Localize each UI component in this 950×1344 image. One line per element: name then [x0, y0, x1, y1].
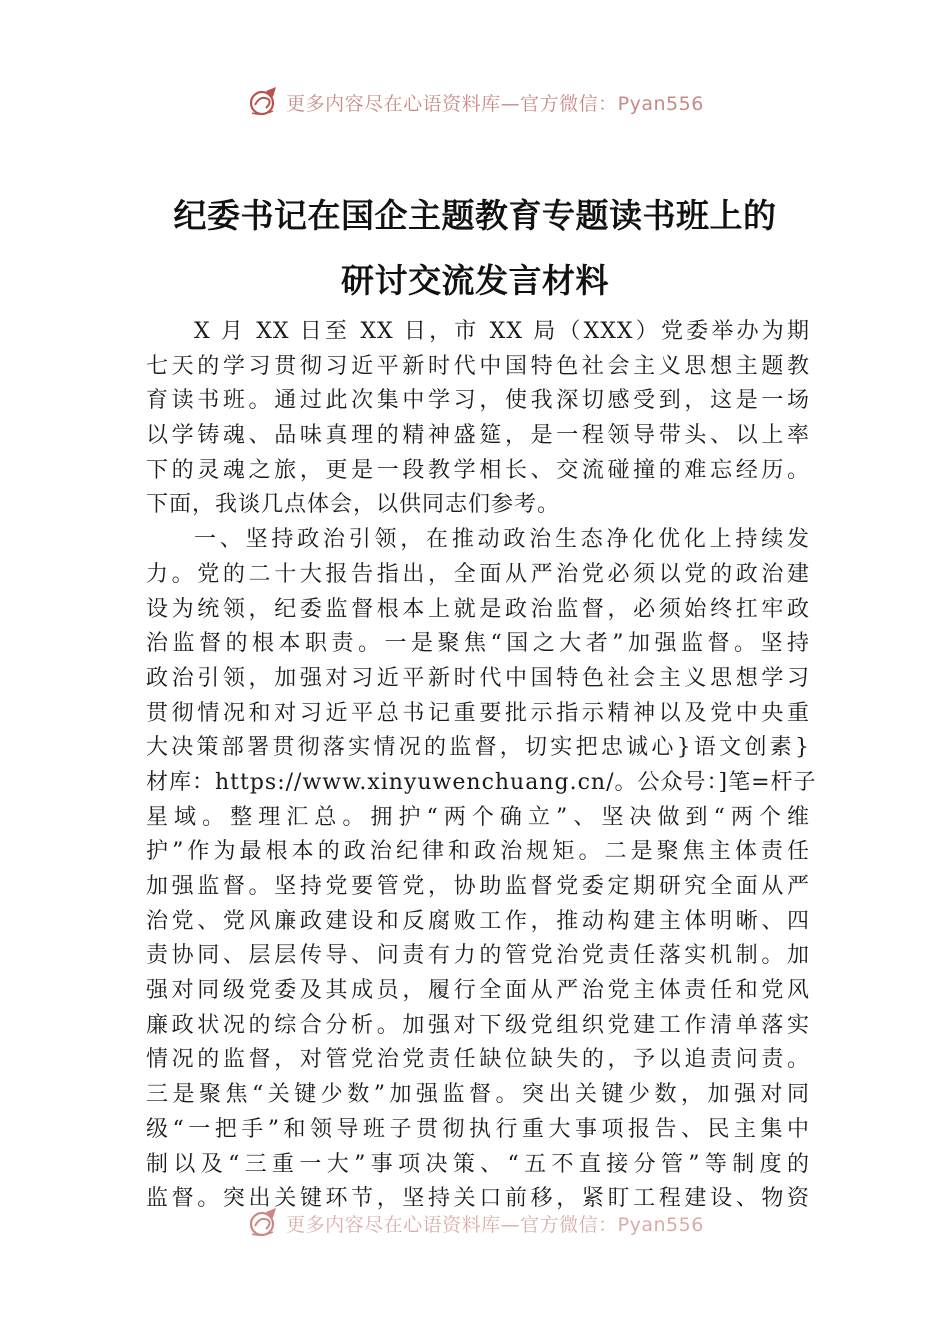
body-line: 材库：https://www.xinyuwenchuang.cn/。公众号：]笔=杆子 [146, 769, 817, 795]
body-line: 加强监督。坚持党要管党，协助监督党委定期研究全面从严 [146, 874, 810, 899]
body-line: 廉政状况的综合分析。加强对下级党组织党建工作清单落实 [146, 1012, 810, 1038]
body-line: 治监督的根本职责。一是聚焦“国之大者”加强监督。坚持 [146, 631, 810, 657]
body-line: 治党、党风廉政建设和反腐败工作，推动构建主体明晰、四 [146, 908, 810, 934]
document-title-line-2: 研讨交流发言材料 [341, 261, 609, 300]
watermark-text: 更多内容尽在心语资料库—官方微信：Pyan556 [286, 1213, 704, 1236]
body-line: 设为统领，纪委监督根本上就是政治监督，必须始终扛牢政 [146, 596, 810, 622]
body-line: 大决策部署贯彻落实情况的监督，切实把忠诚心}语文创素} [146, 735, 810, 761]
watermark-banner-bottom [0, 1201, 950, 1245]
body-line: 星域。整理汇总。拥护“两个确立”、坚决做到“两个维 [146, 804, 810, 830]
document-body [146, 315, 817, 1217]
body-line: 以学铸魂、品味真理的精神盛筵，是一程领导带头、以上率 [146, 423, 810, 449]
red-pen-swirl-logo-icon [246, 1206, 280, 1240]
body-line: 强对同级党委及其成员，履行全面从严治党主体责任和党风 [146, 978, 810, 1004]
body-line: 育读书班。通过此次集中学习，使我深切感受到，这是一场 [146, 388, 810, 414]
body-line: 制以及“三重一大”事项决策、“五不直接分管”等制度的 [146, 1151, 810, 1177]
document-title-line-1: 纪委书记在国企主题教育专题读书班上的 [173, 196, 777, 235]
body-line: X 月 XX 日至 XX 日，市 XX 局（XXX）党委举办为期 [194, 319, 810, 344]
body-line: 一、坚持政治引领，在推动政治生态净化优化上持续发 [194, 527, 810, 553]
body-line: 力。党的二十大报告指出，全面从严治党必须以党的政治建 [146, 561, 810, 587]
body-line: 责协同、层层传导、问责有力的管党治党责任落实机制。加 [146, 943, 810, 969]
red-pen-swirl-logo-icon [246, 85, 280, 119]
body-line: 护”作为最根本的政治纪律和政治规矩。二是聚焦主体责任 [146, 839, 810, 865]
body-line: 三是聚焦“关键少数”加强监督。突出关键少数，加强对同 [146, 1082, 810, 1108]
body-line: 政治引领，加强对习近平新时代中国特色社会主义思想学习 [146, 665, 810, 691]
body-line: 七天的学习贯彻习近平新时代中国特色社会主义思想主题教 [146, 353, 810, 379]
body-line: 级“一把手”和领导班子贯彻执行重大事项报告、民主集中 [146, 1116, 810, 1142]
body-line: 监督。突出关键环节，坚持关口前移，紧盯工程建设、物资 [146, 1186, 810, 1212]
watermark-text: 更多内容尽在心语资料库—官方微信：Pyan556 [286, 92, 704, 115]
watermark-banner-top [0, 80, 950, 124]
body-line: 下面，我谈几点体会，以供同志们参考。 [146, 492, 561, 518]
body-line: 情况的监督，对管党治党责任缺位缺失的，予以追责问责。 [146, 1047, 810, 1073]
body-line: 下的灵魂之旅，更是一段教学相长、交流碰撞的难忘经历。 [146, 457, 810, 483]
body-line: 贯彻情况和对习近平总书记重要批示指示精神以及党中央重 [146, 700, 810, 726]
